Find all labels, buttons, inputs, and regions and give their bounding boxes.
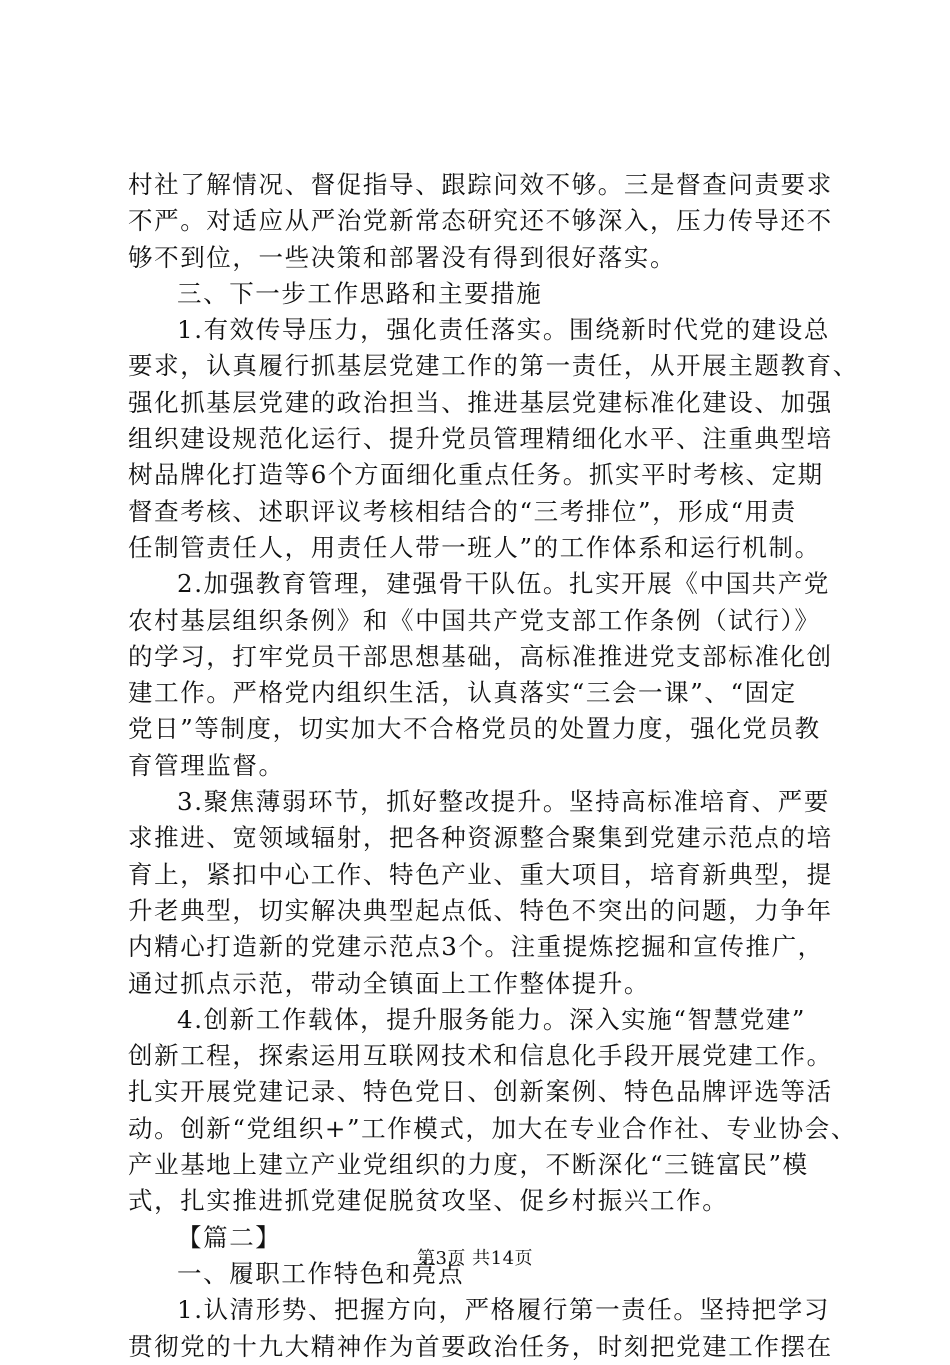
text-line: 建工作。严格党内组织生活，认真落实“三会一课”、“固定	[128, 678, 797, 708]
text-line: 够不到位，一些决策和部署没有得到很好落实。	[128, 242, 677, 272]
text-line: 的学习，打牢党员干部思想基础，高标准推进党支部标准化创	[128, 641, 833, 671]
text-line: 2.加强教育管理，建强骨干队伍。扎实开展《中国共产党	[177, 569, 830, 599]
text-line: 不严。对适应从严治党新常态研究还不够深入，压力传导还不	[128, 206, 833, 236]
text-line: 【篇二】	[177, 1222, 282, 1252]
text-line: 式，扎实推进抓党建促脱贫攻坚、促乡村振兴工作。	[128, 1186, 729, 1216]
text-line: 组织建设规范化运行、提升党员管理精细化水平、注重典型培	[128, 424, 833, 454]
text-line: 3.聚焦薄弱环节，抓好整改提升。坚持高标准培育、严要	[177, 787, 830, 817]
text-line: 强化抓基层党建的政治担当、推进基层党建标准化建设、加强	[128, 387, 833, 417]
text-line: 农村基层组织条例》和《中国共产党支部工作条例（试行）》	[128, 605, 821, 635]
text-line: 1.认清形势、把握方向，严格履行第一责任。坚持把学习	[177, 1295, 830, 1325]
text-line: 三、下一步工作思路和主要措施	[177, 278, 543, 308]
text-line: 通过抓点示范，带动全镇面上工作整体提升。	[128, 968, 650, 998]
page-footer: 第3页 共14页	[416, 1248, 534, 1269]
text-line: 党日”等制度，切实加大不合格党员的处置力度，强化党员教	[128, 714, 821, 744]
text-line: 产业基地上建立产业党组织的力度，不断深化“三链富民”模	[128, 1150, 809, 1180]
text-line: 要求，认真履行抓基层党建工作的第一责任，从开展主题教育、	[128, 351, 859, 381]
text-line: 升老典型，切实解决典型起点低、特色不突出的问题，力争年	[128, 895, 833, 925]
text-line: 求推进、宽领域辐射，把各种资源整合聚集到党建示范点的培	[128, 823, 833, 853]
text-line: 督查考核、述职评议考核相结合的“三考排位”，形成“用责	[128, 496, 797, 526]
text-line: 动。创新“党组织+”工作模式，加大在专业合作社、专业协会、	[128, 1113, 857, 1143]
text-line: 贯彻党的十九大精神作为首要政治任务，时刻把党建工作摆在	[128, 1331, 833, 1361]
text-line: 扎实开展党建记录、特色党日、创新案例、特色品牌评选等活	[128, 1077, 833, 1107]
text-line: 内精心打造新的党建示范点3个。注重提炼挖掘和宣传推广，	[128, 932, 824, 962]
document-body	[128, 167, 859, 1365]
text-line: 树品牌化打造等6个方面细化重点任务。抓实平时考核、定期	[128, 460, 824, 490]
text-line: 1.有效传导压力，强化责任落实。围绕新时代党的建设总	[177, 315, 830, 345]
text-line: 任制管责任人，用责任人带一班人”的工作体系和运行机制。	[128, 532, 821, 562]
text-line: 创新工程，探索运用互联网技术和信息化手段开展党建工作。	[128, 1041, 833, 1071]
text-line: 一、履职工作特色和亮点	[177, 1258, 465, 1288]
text-line: 育管理监督。	[128, 750, 285, 780]
text-line: 4.创新工作载体，提升服务能力。深入实施“智慧党建”	[177, 1004, 807, 1034]
text-line: 育上，紧扣中心工作、特色产业、重大项目，培育新典型，提	[128, 859, 833, 889]
text-line: 村社了解情况、督促指导、跟踪问效不够。三是督查问责要求	[128, 170, 833, 199]
